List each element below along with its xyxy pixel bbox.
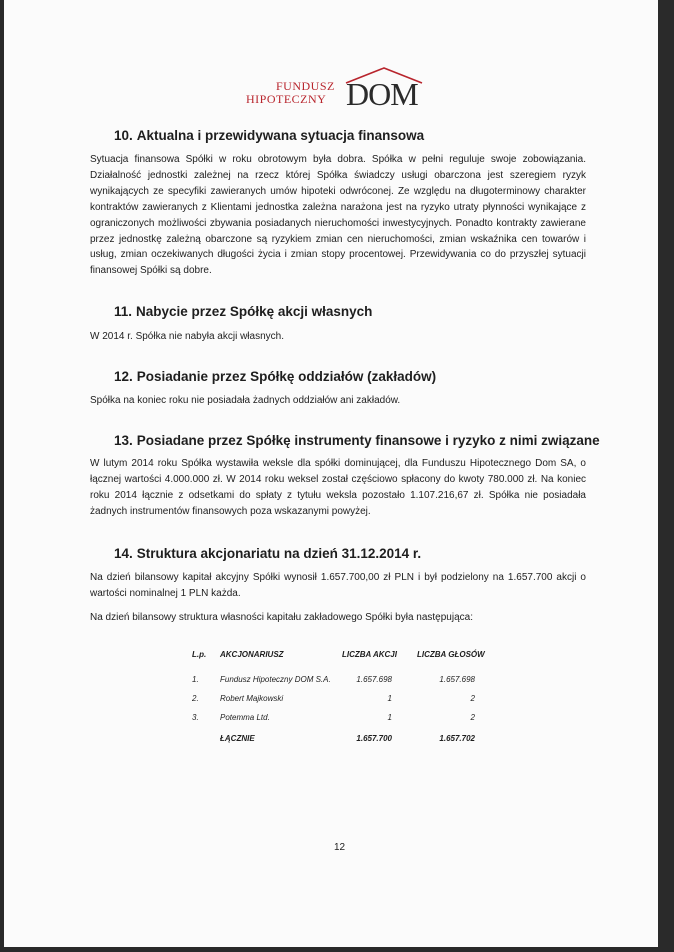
cell-votes: 2 [470,713,475,722]
section-heading-11 [114,304,372,319]
cell-total-votes: 1.657.702 [439,734,475,743]
section-title: Posiadane przez Spółkę instrumenty finansowe i ryzyko z nimi związane [136,433,600,448]
logo-line-1: FUNDUSZ [276,79,335,93]
cell-shares: 1 [387,694,392,703]
cell-lp: 2. [192,694,199,703]
document-page [4,0,658,947]
section-heading-10 [114,128,424,143]
header-votes: LICZBA GŁOSÓW [417,650,485,659]
header-shares: LICZBA AKCJI [342,650,397,659]
cell-shares: 1.657.698 [356,675,392,684]
section-number: 11. [114,304,133,319]
cell-lp: 1. [192,675,199,684]
cell-shareholder: Potemma Ltd. [220,713,270,722]
cell-shareholder: Fundusz Hipoteczny DOM S.A. [220,675,331,684]
logo-line-2: HIPOTECZNY [246,92,327,106]
paragraph-ownership-intro: Na dzień bilansowy struktura własności kapitału zakładowego Spółki była następująca: [90,612,473,623]
header-shareholder: AKCJONARIUSZ [220,650,284,659]
table-header-row [188,650,498,662]
section-title: Struktura akcjonariatu na dzień 31.12.2014 r. [136,546,422,561]
paragraph-share-capital: Na dzień bilansowy kapitał akcyjny Spółki wynosił 1.657.700,00 zł PLN i był podzielony na 1.657.700 akcji o wartości nominalnej 1 PLN każda. [90,572,586,599]
cell-shareholder: Robert Majkowski [220,694,284,703]
table-row [188,713,498,725]
section-heading-14 [114,546,421,561]
section-number: 13. [114,433,133,448]
table-total-row [188,734,498,746]
cell-total-shares: 1.657.700 [356,734,392,743]
section-number: 14. [114,546,133,561]
page-number: 12 [334,842,346,853]
section-title: Aktualna i przewidywana sytuacja finansowa [136,128,425,143]
section-number: 10. [114,128,133,143]
cell-votes: 1.657.698 [439,675,475,684]
cell-shares: 1 [387,713,392,722]
section-heading-13 [114,433,600,448]
section-heading-12 [114,369,436,384]
section-title: Posiadanie przez Spółkę oddziałów (zakładów) [136,369,437,384]
section-number: 12. [114,369,133,384]
table-row [188,675,498,687]
paragraph-branches: Spółka na koniec roku nie posiadała żadnych oddziałów ani zakładów. [90,395,401,406]
section-title: Nabycie przez Spółkę akcji własnych [136,304,373,319]
paragraph-financial-instruments: W lutym 2014 roku Spółka wystawiła weksle dla spółki dominującej, dla Funduszu Hipotecznego Dom SA, o łącznej wartości 4.000.000 zł. W 2014 roku weksel został częściowo spłacony do kwoty 780.000 zł. Na koniec roku 2014 łącznie z odsetkami do spłaty z tytułu weksla pozostało 1.107.216,67 zł. Spółka nie posiadała żadnych instrumentów finansowych poza wskazanymi powyżej. [90,458,586,517]
table-row [188,694,498,706]
header-lp: L.p. [192,650,207,659]
paragraph-financial-situation: Sytuacja finansowa Spółki w roku obrotowym była dobra. Spółka w pełni reguluje swoje zobowiązania. Działalność jednostki zależnej na rzecz której Spółka świadczy usługi obarczona jest szeregiem ryzyk wynikających ze specyfiki zawieranych umów hipoteki odwróconej. Ze względu na długoterminowy charakter kontraktów zawieranych z Klientami jednostka zależna narażona jest na ryzyko utraty płynności wynikające z ograniczonych możliwości zbywania posiadanych nieruchomości inwestycyjnych. Ponadto kontrakty zawierane przez jednostkę zależną obarczone są ryzykiem zmian cen nieruchomości, zmian wskaźnika cen towarów i usług, zmian oczekiwanych długości życia i zmian stopy procentowej. Przewidywania co do przyszłej sytuacji finansowej Spółki są dobre. [90,154,586,277]
cell-lp: 3. [192,713,199,722]
paragraph-own-shares: W 2014 r. Spółka nie nabyła akcji własnych. [90,331,284,342]
cell-total-label: ŁĄCZNIE [220,734,255,743]
cell-votes: 2 [470,694,475,703]
logo-brand: DOM [346,76,418,112]
company-logo [246,62,436,112]
